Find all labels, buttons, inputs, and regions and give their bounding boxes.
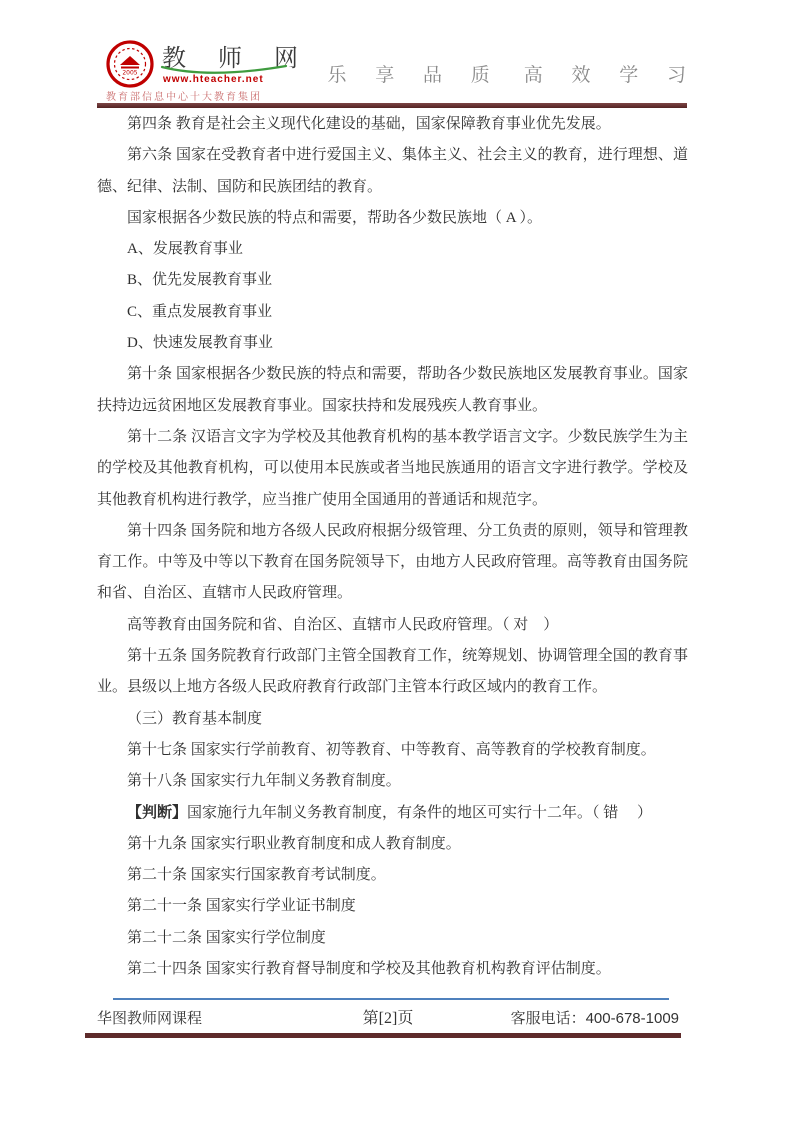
option-d: D、快速发展教育事业 bbox=[127, 335, 273, 352]
svg-text:2005: 2005 bbox=[122, 69, 138, 77]
section-3-heading: （三）教育基本制度 bbox=[127, 710, 263, 727]
judgement-text: 国家施行九年制义务教育制度，有条件的地区可实行十二年。（ 错 ） bbox=[187, 804, 653, 821]
article-12-paragraph: 第十二条 汉语言文字为学校及其他教育机构的基本教学语言文字。少数民族学生为主的学校及其他教育机构，可以使用本民族或者当地民族通用的语言文字进行教学。学校及其他教育机构进行教学，应当推广使用全国通用的普通话和规范字。 bbox=[97, 428, 688, 508]
header-divider-rule bbox=[97, 103, 687, 108]
article-4-paragraph: 第四条 教育是社会主义现代化建设的基础，国家保障教育事业优先发展。 bbox=[127, 116, 611, 132]
article-19-paragraph: 第十九条 国家实行职业教育制度和成人教育制度。 bbox=[127, 835, 461, 852]
article-20-paragraph: 第二十条 国家实行国家教育考试制度。 bbox=[127, 867, 386, 884]
article-15-paragraph: 第十五条 国务院教育行政部门主管全国教育工作，统筹规划、协调管理全国的教育事业。县级以上地方各级人民政府教育行政部门主管本行政区域内的教育工作。 bbox=[97, 648, 688, 696]
judgement-paragraph bbox=[97, 798, 688, 829]
footer-maroon-rule bbox=[85, 1033, 681, 1038]
option-b: B、优先发展教育事业 bbox=[127, 272, 273, 289]
article-22-paragraph: 第二十二条 国家实行学位制度 bbox=[127, 929, 326, 946]
minority-question-line: 国家根据各少数民族的特点和需要，帮助各少数民族地（ A ）。 bbox=[127, 209, 543, 226]
logo-seal-icon bbox=[106, 40, 154, 88]
logo-url-text: www.hteacher.net bbox=[163, 74, 264, 85]
article-21-paragraph: 第二十一条 国家实行学业证书制度 bbox=[127, 898, 356, 915]
footer-course-label: 华图教师网课程 bbox=[97, 1010, 203, 1027]
slogan-left-text: 乐 享 品 质 bbox=[327, 65, 502, 86]
slogan-right-text: 高 效 学 习 bbox=[523, 65, 698, 86]
true-false-statement: 高等教育由国务院和省、自治区、直辖市人民政府管理。（ 对 ） bbox=[127, 616, 559, 633]
logo-tagline-text: 教育部信息中心十大教育集团 bbox=[106, 92, 262, 103]
logo-brand-text: 教 师 网 bbox=[162, 46, 311, 72]
document-body bbox=[97, 109, 688, 985]
page-number: 第[2]页 bbox=[362, 1010, 414, 1027]
judgement-label: 【判断】 bbox=[127, 804, 188, 821]
article-14-paragraph: 第十四条 国务院和地方各级人民政府根据分级管理、分工负责的原则，领导和管理教育工作。中等及中等以下教育在国务院领导下，由地方人民政府管理。高等教育由国务院和省、自治区、直辖市人民政府管理。 bbox=[97, 522, 688, 602]
page-footer bbox=[85, 998, 681, 1038]
article-17-paragraph: 第十七条 国家实行学前教育、初等教育、中等教育、高等教育的学校教育制度。 bbox=[127, 741, 656, 758]
header-slogan bbox=[327, 36, 698, 87]
logo bbox=[106, 36, 327, 103]
article-10-paragraph: 第十条 国家根据各少数民族的特点和需要，帮助各少数民族地区发展教育事业。国家扶持边远贫困地区发展教育事业。国家扶持和发展残疾人教育事业。 bbox=[97, 366, 688, 414]
article-6-paragraph: 第六条 国家在受教育者中进行爱国主义、集体主义、社会主义的教育，进行理想、道德、纪律、法制、国防和民族团结的教育。 bbox=[97, 147, 688, 195]
option-a: A、发展教育事业 bbox=[127, 241, 243, 258]
page-header bbox=[106, 36, 698, 103]
article-24-paragraph: 第二十四条 国家实行教育督导制度和学校及其他教育机构教育评估制度。 bbox=[127, 961, 611, 978]
article-18-paragraph: 第十八条 国家实行九年制义务教育制度。 bbox=[127, 773, 401, 790]
option-c: C、重点发展教育事业 bbox=[127, 303, 273, 320]
footer-text-row bbox=[85, 1000, 681, 1033]
service-phone: 客服电话：400-678-1009 bbox=[510, 1010, 680, 1027]
